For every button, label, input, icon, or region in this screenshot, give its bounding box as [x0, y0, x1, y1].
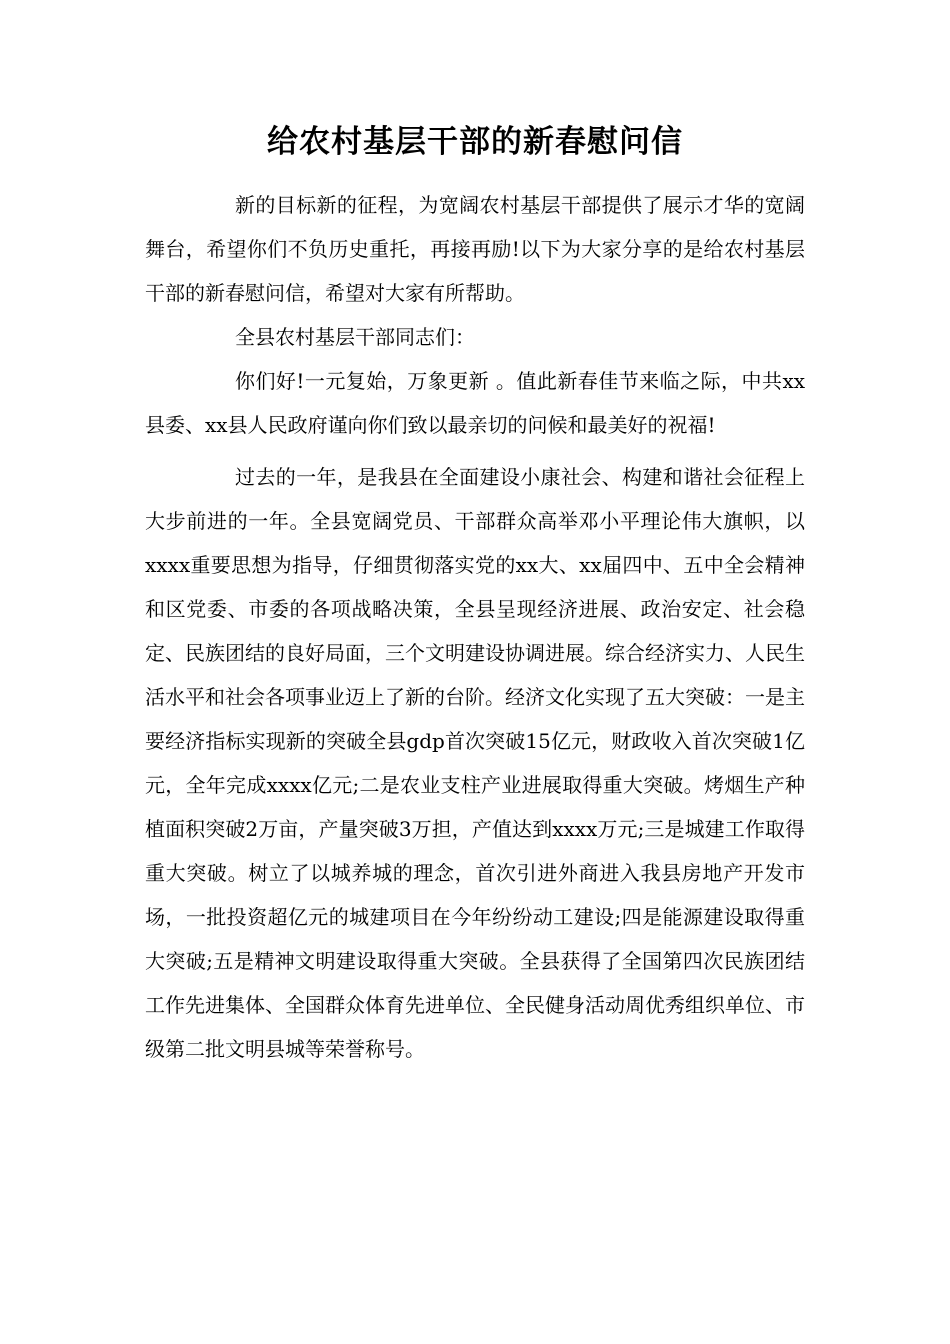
document-body: [145, 183, 805, 1071]
salutation-paragraph: 全县农村基层干部同志们：: [235, 325, 475, 349]
greeting-paragraph: 你们好!一元复始，万象更新 。值此新春佳节来临之际，中共xx县委、xx县人民政府谨向你们致以最亲切的问候和最美好的祝福!: [145, 369, 805, 437]
document-title: 给农村基层干部的新春慰问信: [267, 124, 683, 160]
intro-paragraph: 新的目标新的征程，为宽阔农村基层干部提供了展示才华的宽阔舞台，希望你们不负历史重托，再接再励!以下为大家分享的是给农村基层干部的新春慰问信，希望对大家有所帮助。: [145, 193, 805, 305]
review-paragraph: 过去的一年，是我县在全面建设小康社会、构建和谐社会征程上大步前进的一年。全县宽阔党员、干部群众高举邓小平理论伟大旗帜，以xxxx重要思想为指导，仔细贯彻落实党的xx大、xx届四中、五中全会精神和区党委、市委的各项战略决策，全县呈现经济进展、政治安定、社会稳定、民族团结的良好局面，三个文明建设协调进展。综合经济实力、人民生活水平和社会各项事业迈上了新的台阶。经济文化实现了五大突破：一是主要经济指标实现新的突破全县gdp首次突破15亿元，财政收入首次突破1亿元，全年完成xxxx亿元;二是农业支柱产业进展取得重大突破。烤烟生产种植面积突破2万亩，产量突破3万担，产值达到xxxx万元;三是城建工作取得重大突破。树立了以城养城的理念，首次引进外商进入我县房地产开发市场，一批投资超亿元的城建项目在今年纷纷动工建设;四是能源建设取得重大突破;五是精神文明建设取得重大突破。全县获得了全国第四次民族团结工作先进集体、全国群众体育先进单位、全民健身活动周优秀组织单位、市级第二批文明县城等荣誉称号。: [145, 465, 805, 1061]
